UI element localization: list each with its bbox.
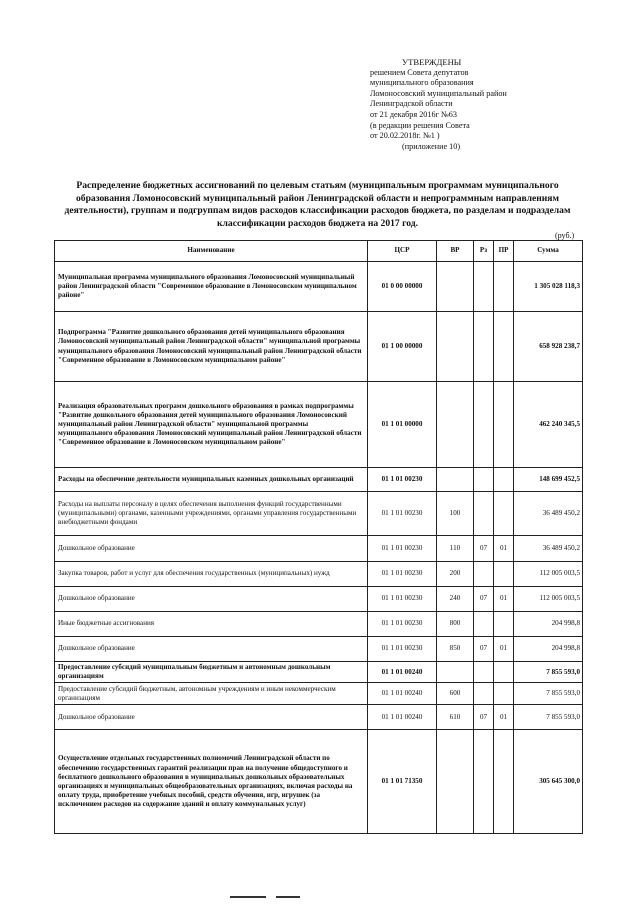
row-pr: [494, 562, 514, 587]
row-vr: [437, 468, 474, 492]
row-sum: 7 855 593,0: [514, 683, 583, 705]
row-pr: 01: [494, 587, 514, 612]
row-pr: [494, 683, 514, 705]
row-rz: [474, 562, 494, 587]
approval-line: решением Совета депутатов: [370, 67, 469, 77]
row-pr: [494, 492, 514, 536]
row-csr: 01 1 00 00000: [368, 312, 437, 382]
approval-line: от 20.02.2018г. №1 ): [370, 131, 440, 141]
row-sum: 305 645 300,0: [514, 730, 583, 834]
column-header-sum: Сумма: [514, 241, 583, 262]
row-rz: 07: [474, 587, 494, 612]
row-pr: [494, 612, 514, 637]
row-sum: 658 928 238,7: [514, 312, 583, 382]
column-header-csr: ЦСР: [368, 241, 437, 262]
budget-table: [54, 240, 583, 834]
row-sum: 204 998,8: [514, 612, 583, 637]
row-rz: [474, 662, 494, 683]
scan-mark: [276, 896, 300, 898]
row-vr: 240: [437, 587, 474, 612]
table-row: [55, 662, 583, 683]
table-row: [55, 262, 583, 312]
row-vr: [437, 730, 474, 834]
row-vr: 100: [437, 492, 474, 536]
row-pr: [494, 382, 514, 468]
row-vr: [437, 662, 474, 683]
row-pr: [494, 262, 514, 312]
column-header-vr: ВР: [437, 241, 474, 262]
table-row: [55, 705, 583, 730]
row-csr: 01 1 01 00240: [368, 705, 437, 730]
row-csr: 01 1 01 00230: [368, 587, 437, 612]
row-vr: 800: [437, 612, 474, 637]
row-name: Дошкольное образование: [55, 705, 368, 730]
table-row: [55, 612, 583, 637]
row-rz: 07: [474, 637, 494, 662]
row-csr: 01 1 01 00230: [368, 492, 437, 536]
row-csr: 01 0 00 00000: [368, 262, 437, 312]
row-vr: 600: [437, 683, 474, 705]
row-sum: 36 489 450,2: [514, 492, 583, 536]
row-csr: 01 1 01 00240: [368, 662, 437, 683]
table-row: [55, 536, 583, 562]
table-header-row: [55, 241, 583, 262]
row-rz: [474, 730, 494, 834]
document-heading: Распределение бюджетных ассигнований по целевым статьям (муниципальным программам муниципального образования Ломоносовский муниципальный район Ленинградской области и непрограммным направлениям деятельности), группам и подгруппам видов расходов классификации расходов бюджета, по разделам и подразделам классификации расходов бюджета на 2017 год.: [64, 180, 571, 229]
row-name: Подпрограмма "Развитие дошкольного образования детей муниципального образования Ломоносовский муниципальный район Ленинградской области" муниципальной программы муниципального образования Ломоносовский муниципальный район Ленинградской области "Современное образование в Ломоносовском муниципальном районе": [55, 312, 368, 382]
row-name: Дошкольное образование: [55, 536, 368, 562]
row-pr: [494, 312, 514, 382]
row-name: Дошкольное образование: [55, 637, 368, 662]
row-name: Предоставление субсидий муниципальным бюджетным и автономным дошкольным организациям: [55, 662, 368, 683]
approval-title: УТВЕРЖДЕНЫ: [402, 57, 462, 67]
row-pr: 01: [494, 705, 514, 730]
column-header-pr: ПР: [494, 241, 514, 262]
column-header-rz: Рз: [474, 241, 494, 262]
table-row: [55, 587, 583, 612]
table-row: [55, 683, 583, 705]
table-row: [55, 637, 583, 662]
row-vr: [437, 382, 474, 468]
row-sum: 36 489 450,2: [514, 536, 583, 562]
row-vr: 110: [437, 536, 474, 562]
row-pr: 01: [494, 637, 514, 662]
row-name: Иные бюджетные ассигнования: [55, 612, 368, 637]
row-rz: [474, 382, 494, 468]
row-pr: [494, 730, 514, 834]
row-name: Муниципальная программа муниципального образования Ломоносовский муниципальный район Ленинградской области "Современное образование в Ломоносовском муниципальном районе": [55, 262, 368, 312]
row-sum: 7 855 593,0: [514, 662, 583, 683]
row-vr: 850: [437, 637, 474, 662]
row-rz: 07: [474, 536, 494, 562]
row-pr: 01: [494, 536, 514, 562]
row-rz: [474, 312, 494, 382]
row-sum: 112 005 003,5: [514, 587, 583, 612]
row-csr: 01 1 01 00230: [368, 612, 437, 637]
row-rz: [474, 468, 494, 492]
row-sum: 7 855 593,0: [514, 705, 583, 730]
row-sum: 462 240 345,5: [514, 382, 583, 468]
row-vr: [437, 312, 474, 382]
approval-line: Ломоносовский муниципальный район: [370, 88, 507, 98]
appendix-note: (приложение 10): [402, 141, 461, 151]
row-vr: 200: [437, 562, 474, 587]
row-rz: [474, 262, 494, 312]
column-header-name: Наименование: [55, 241, 368, 262]
row-rz: 07: [474, 705, 494, 730]
approval-line: Ленинградской области: [370, 99, 453, 109]
row-name: Расходы на выплаты персоналу в целях обеспечения выполнения функций государственными (муниципальными) органами, казенными учреждениями, органами управления государственными внебюджетными фондами: [55, 492, 368, 536]
currency-unit: (руб.): [555, 231, 575, 240]
row-sum: 1 305 028 118,3: [514, 262, 583, 312]
table-row: [55, 468, 583, 492]
row-vr: [437, 262, 474, 312]
row-vr: 610: [437, 705, 474, 730]
row-csr: 01 1 01 71350: [368, 730, 437, 834]
row-name: Предоставление субсидий бюджетным, автономным учреждениям и иным некоммерческим организациям: [55, 683, 368, 705]
row-name: Реализация образовательных программ дошкольного образования в рамках подпрограммы "Развитие дошкольного образования детей муниципального образования Ломоносовский муниципальный район Ленинградской области" муниципальной программы муниципального образования Ломоносовский муниципальный район Ленинградской области "Современное образование в Ломоносовском муниципальном районе": [55, 382, 368, 468]
row-name: Дошкольное образование: [55, 587, 368, 612]
row-sum: 148 699 452,5: [514, 468, 583, 492]
scan-mark: [230, 896, 266, 898]
table-row: [55, 382, 583, 468]
row-csr: 01 1 01 00230: [368, 562, 437, 587]
table-row: [55, 730, 583, 834]
row-csr: 01 1 01 00000: [368, 382, 437, 468]
row-name: Закупка товаров, работ и услуг для обеспечения государственных (муниципальных) нужд: [55, 562, 368, 587]
approval-line: муниципального образования: [370, 78, 474, 88]
row-csr: 01 1 01 00230: [368, 468, 437, 492]
row-sum: 204 998,8: [514, 637, 583, 662]
row-csr: 01 1 01 00240: [368, 683, 437, 705]
row-pr: [494, 468, 514, 492]
row-sum: 112 005 003,5: [514, 562, 583, 587]
row-rz: [474, 612, 494, 637]
row-rz: [474, 492, 494, 536]
table-row: [55, 562, 583, 587]
row-pr: [494, 662, 514, 683]
row-csr: 01 1 01 00230: [368, 536, 437, 562]
approval-line: от 21 декабря 2016г №63: [370, 109, 457, 119]
approval-block: [370, 57, 570, 152]
table-row: [55, 312, 583, 382]
row-name: Осуществление отдельных государственных полномочий Ленинградской области по обеспечению государственных гарантий реализации прав на получение общедоступного и бесплатного дошкольного образования в муниципальных дошкольных образовательных организациях и муниципальных общеобразовательных организациях, включая расходы на оплату труда, приобретение учебных пособий, средств обучения, игр, игрушек (за исключением расходов на содержание зданий и оплату коммунальных услуг): [55, 730, 368, 834]
approval-line: (в редакции решения Совета: [370, 120, 470, 130]
table-row: [55, 492, 583, 536]
row-name: Расходы на обеспечение деятельности муниципальных казенных дошкольных организаций: [55, 468, 368, 492]
row-csr: 01 1 01 00230: [368, 637, 437, 662]
row-rz: [474, 683, 494, 705]
